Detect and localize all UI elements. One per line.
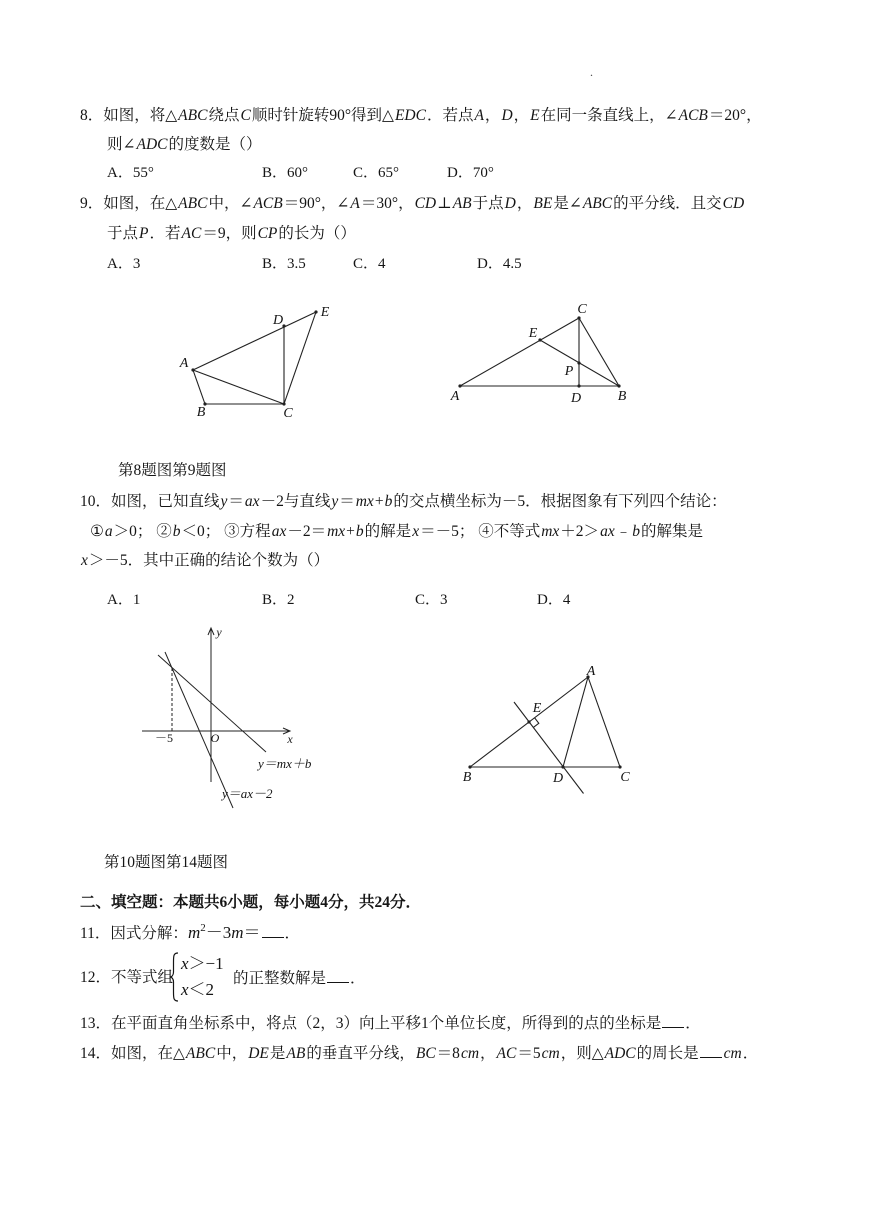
line-mx-plus-b-label: y＝mx＋b [258,756,312,771]
text-run: 的周长是 [636,1045,699,1062]
math-variable: b [355,523,364,540]
point-b [617,384,620,387]
q12-system-line-1 [181,954,224,974]
text-run: ， [480,1045,496,1062]
math-variable: mx [327,523,346,540]
right-angle-mark-icon [533,718,539,728]
math-variable: x [181,980,189,999]
math-variable: A [474,107,484,124]
answer-blank [327,968,349,983]
text-run: 的正整数解是 [233,970,327,987]
math-symbols: ＜2 [188,980,215,999]
text-run: 顺时针旋转90°得到△ [251,107,394,124]
math-variable: ABC [582,195,613,212]
figure-9-points [458,316,620,387]
text-run: 是 [269,1045,286,1062]
math-variable: BE [533,195,553,212]
text-run: ， [516,195,533,212]
figure-14 [455,660,640,795]
system-brace-path [170,953,179,1001]
q10-option-a: A．1 [107,592,141,608]
q14-stem [80,1043,758,1063]
math-variable: D [501,107,513,124]
text-run: ＝90°，∠ [283,195,350,212]
point-d [561,765,564,768]
label-a: A [450,389,460,404]
math-variable: ax [271,523,287,540]
point-p [577,361,580,364]
figure-9-lines [460,318,619,386]
caption-fig-10-14: 第10题图第14题图 [104,854,229,871]
text-run: 于点 [472,195,504,212]
figure-14-lines [470,677,620,794]
math-variable: BC [415,1045,436,1062]
text-run: + [346,523,355,540]
q12-system-line-2 [181,980,214,1000]
text-run: 的平分线．且交 [613,195,722,212]
x-axis-label: x [287,732,293,746]
label-b: B [196,405,206,420]
y-axis-label: y [216,625,222,639]
q13-stem [80,1013,701,1033]
label-d: D [272,313,284,328]
label-p: P [564,364,574,379]
side-ac [588,677,620,767]
text-run: ， [484,107,501,124]
label-e: E [528,326,538,341]
label-c: C [577,302,587,317]
figure-8-points [191,310,317,405]
text-run: ＞0； ② [113,523,172,540]
side-ab [193,370,205,404]
text-run: ＝ [228,493,244,510]
text-run: 11．因式分解： [80,925,188,942]
math-variable: x [181,954,189,973]
q9-stem-line-1 [80,194,745,214]
text-run: 则∠ [107,136,136,153]
text-run: 绕点 [208,107,240,124]
text-run: ． [284,925,301,942]
figure-8 [170,295,350,425]
math-symbols: －3 [205,923,232,942]
q9-option-c: C．4 [353,256,386,272]
side-ac [193,370,284,404]
text-run: 于点 [107,225,139,242]
figure-10-lines [158,652,266,808]
q9-stem-line-2 [107,224,356,244]
math-symbols: ＝ [243,923,261,942]
math-variable: x [81,552,88,569]
q8-option-c: C．65° [353,165,400,181]
label-e: E [320,305,330,320]
page-mark: . [590,65,593,79]
origin-label: O [210,731,220,745]
math-variable: CD [722,195,745,212]
q9-option-a: A．3 [107,256,141,272]
math-variable: DE [248,1045,269,1062]
perpendicular-bisector-de [514,702,584,794]
text-run: ．若点 [426,107,474,124]
text-run: ⊥ [437,195,452,212]
math-variable: b [172,523,181,540]
text-run: 的长为（） [278,225,356,242]
math-variable: P [139,225,149,242]
math-variable: cm [460,1045,480,1062]
math-variable: AC [496,1045,517,1062]
math-variable: ADC [136,136,168,153]
text-run: ＋2＞ [560,523,600,540]
text-run: ﹣ [615,523,632,540]
tick-label-minus-5: －5 [154,731,174,745]
math-variable: AC [181,225,202,242]
point-a [191,368,194,371]
side-bc [579,318,619,386]
label-c: C [620,770,630,785]
text-run: ＝5 [517,1045,541,1062]
math-variable: x [412,523,420,540]
text-run: ① [90,523,104,540]
figure-14-points [468,675,621,768]
figure-10 [135,620,335,810]
text-run: ＝9，则 [202,225,257,242]
q10-option-d: D．4 [537,592,571,608]
math-variable: mx [541,523,560,540]
math-variable: EDC [394,107,426,124]
math-variable: ABC [178,195,208,212]
math-variable: CD [414,195,437,212]
point-e [527,720,530,723]
text-run: 13．在平面直角坐标系中，将点（2，3）向上平移1个单位长度，所得到的点的坐标是 [80,1015,662,1032]
text-run: ． [742,1045,759,1062]
label-d: D [570,391,582,406]
math-variable: b [384,493,393,510]
text-run: 中，∠ [208,195,253,212]
q10-stem-line-1 [80,492,727,512]
math-variable: E [530,107,540,124]
point-e [314,310,317,313]
text-run: －2＝ [287,523,327,540]
answer-blank [662,1013,684,1028]
label-e: E [532,701,542,716]
q8-option-b: B．60° [262,165,309,181]
point-c [618,765,621,768]
label-a: A [179,356,189,371]
q10-stem-line-3 [80,551,329,571]
label-b: B [617,389,627,404]
math-variable: ACB [253,195,283,212]
q8-option-d: D．70° [447,165,494,181]
math-variable: b [632,523,640,540]
math-variable: ADC [604,1045,636,1062]
answer-blank [700,1043,722,1058]
text-run: 的交点横坐标为－5．根据图象有下列四个结论： [393,493,727,510]
math-variable: y [331,493,339,510]
text-run: 的解集是 [640,523,703,540]
math-variable: m [231,923,244,942]
q11-stem [80,923,300,943]
section-heading: 二、填空题：本题共6小题，每小题4分，共24分． [80,894,422,911]
math-variable: AB [452,195,472,212]
text-run: ＝30°， [360,195,414,212]
segment-ad [563,677,588,767]
text-run: ＝8 [436,1045,460,1062]
q9-option-d: D．4.5 [477,256,522,272]
q12-prefix: 12．不等式组 [80,969,174,986]
math-variable: D [504,195,516,212]
line-ax-minus-2 [165,652,233,808]
text-run: ．若 [149,225,181,242]
label-b: B [462,770,472,785]
math-variable: CP [257,225,278,242]
text-run: ＞－5．其中正确的结论个数为（） [88,552,330,569]
text-run: ＝－5； ④不等式 [420,523,541,540]
q10-stem-line-2 [90,522,703,542]
math-variable: ACB [678,107,708,124]
text-run: ． [685,1015,701,1032]
text-run: －2与直线 [260,493,331,510]
q10-option-c: C．3 [415,592,448,608]
text-run: 的解是 [364,523,412,540]
figure-8-lines [193,312,316,404]
q8-option-a: A．55° [107,165,154,181]
math-variable: A [350,195,360,212]
q12-suffix [233,968,366,988]
math-variable: ax [244,493,260,510]
text-run: ． [350,970,366,987]
math-variable: C [240,107,251,124]
point-a [458,384,461,387]
math-variable: y [220,493,228,510]
text-run: ，则△ [560,1045,604,1062]
point-d [577,384,580,387]
math-variable: ax [600,523,615,540]
figure-9 [445,295,645,410]
text-run: 的度数是（） [168,136,262,153]
caption-fig-8-9: 第8题图第9题图 [118,462,227,479]
label-c: C [283,406,293,421]
text-run: 9．如图，在△ [80,195,178,212]
line-ax-minus-2-label: y＝ax－2 [222,786,273,801]
exponent: 2 [200,922,206,934]
q8-stem-line-1 [80,106,762,126]
text-run: ＝20°， [708,107,762,124]
math-variable: AB [286,1045,306,1062]
math-symbols: ＞−1 [188,954,224,973]
math-variable: mx [355,493,374,510]
line-ade [193,312,316,370]
text-run: ， [513,107,530,124]
answer-blank [262,923,284,938]
point-b [468,765,471,768]
system-brace [168,952,180,1002]
math-variable: cm [723,1045,742,1062]
text-run: 在同一条直线上，∠ [540,107,678,124]
math-variable: m [187,923,201,942]
text-run: 8．如图，将△ [80,107,178,124]
point-e [538,338,541,341]
math-variable: ABC [185,1045,216,1062]
text-run: 是∠ [553,195,582,212]
q10-option-b: B．2 [262,592,295,608]
label-d: D [552,771,564,786]
text-run: 中， [216,1045,248,1062]
math-variable: cm [541,1045,560,1062]
side-ce [284,312,316,404]
text-run: + [374,493,384,510]
text-run: 的垂直平分线， [306,1045,415,1062]
label-a: A [586,664,596,679]
text-run: ＝ [339,493,355,510]
text-run: 14．如图，在△ [80,1045,185,1062]
q9-option-b: B．3.5 [262,256,306,272]
q8-stem-line-2 [107,135,262,155]
text-run: 10．如图，已知直线 [80,493,220,510]
math-variable: a [104,523,113,540]
text-run: ＜0； ③方程 [181,523,271,540]
math-variable: ABC [178,107,208,124]
